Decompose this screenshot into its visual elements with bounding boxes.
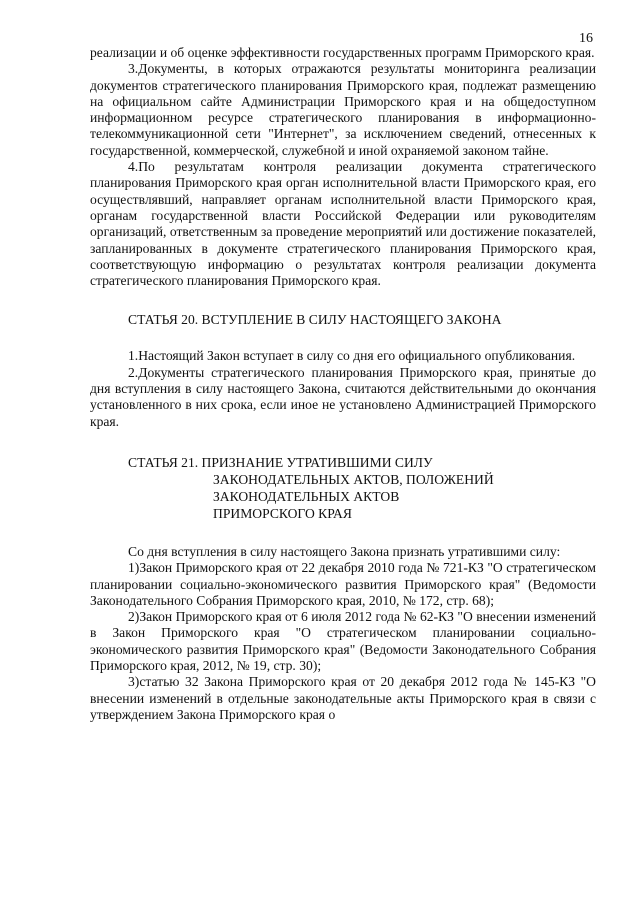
article-21-title-line-4: ПРИМОРСКОГО КРАЯ xyxy=(213,505,352,521)
spacer xyxy=(90,430,596,454)
paragraph-continuation: реализации и об оценке эффективности государственных программ Приморского края. xyxy=(90,45,595,60)
page-number: 16 xyxy=(579,31,593,46)
article-21-title xyxy=(90,454,596,522)
article-20-title: СТАТЬЯ 20. ВСТУПЛЕНИЕ В СИЛУ НАСТОЯЩЕГО ЗАКОНА xyxy=(128,312,502,328)
article-20-paragraph-1: 1.Настоящий Закон вступает в силу со дня его официального опубликования. xyxy=(128,348,576,364)
spacer xyxy=(90,522,596,544)
article-21-title-line-2: ЗАКОНОДАТЕЛЬНЫХ АКТОВ, ПОЛОЖЕНИЙ xyxy=(213,471,494,487)
article-21-item-3: 3)статью 32 Закона Приморского края от 20 декабря 2012 года № 145-КЗ "О внесении изменений в отдельные законодательные акты Приморского края в связи с утверждением Закона Приморского края о xyxy=(90,674,596,722)
paragraph-item-3: 3.Документы, в которых отражаются результаты мониторинга реализации документов стратегического планирования Приморского края, подлежат размещению на официальном сайте Администрации Приморского края и на общедоступном информационном ресурсе стратегического планирования в информационно-телекоммуникационной сети "Интернет", за исключением сведений, отнесенных к государственной, коммерческой, служебной и иной охраняемой законом тайне. xyxy=(90,61,596,158)
page-content xyxy=(90,45,596,723)
article-20-paragraph-2: 2.Документы стратегического планирования Приморского края, принятые до дня вступления в силу настоящего Закона, считаются действительными до окончания установленного в них срока, если иное не установлено Администрацией Приморского края. xyxy=(90,364,596,429)
paragraph-item-4: 4.По результатам контроля реализации документа стратегического планирования Приморского края орган исполнительной власти Приморского края, его осуществлявший, направляет органам исполнительной власти Приморского края, органам государственной власти Российской Федерации или руководителям организаций, ответственным за проведение мероприятий или достижение показателей, запланированных в документе стратегического планирования Приморского края, соответствующую информацию о результатах контроля реализации документа стратегического планирования Приморского края. xyxy=(90,159,596,289)
article-21-item-2: 2)Закон Приморского края от 6 июля 2012 года № 62-КЗ "О внесении изменений в Закон Приморского края "О стратегическом планировании социально-экономического развития Приморского края" (Ведомости Законодательного Собрания Приморского края, 2012, № 19, стр. 30); xyxy=(90,609,596,674)
spacer xyxy=(90,328,596,348)
article-21-intro: Со дня вступления в силу настоящего Закона признать утратившими силу: xyxy=(128,543,561,559)
article-21-title-line-1: СТАТЬЯ 21. ПРИЗНАНИЕ УТРАТИВШИМИ СИЛУ xyxy=(128,454,433,470)
article-21-title-line-3: ЗАКОНОДАТЕЛЬНЫХ АКТОВ xyxy=(213,488,400,504)
spacer xyxy=(90,289,596,311)
article-21-item-1: 1)Закон Приморского края от 22 декабря 2010 года № 721-КЗ "О стратегическом планировании социально-экономического развития Приморского края" (Ведомости Законодательного Собрания Приморского края, 2010, № 172, стр. 68); xyxy=(90,560,596,608)
